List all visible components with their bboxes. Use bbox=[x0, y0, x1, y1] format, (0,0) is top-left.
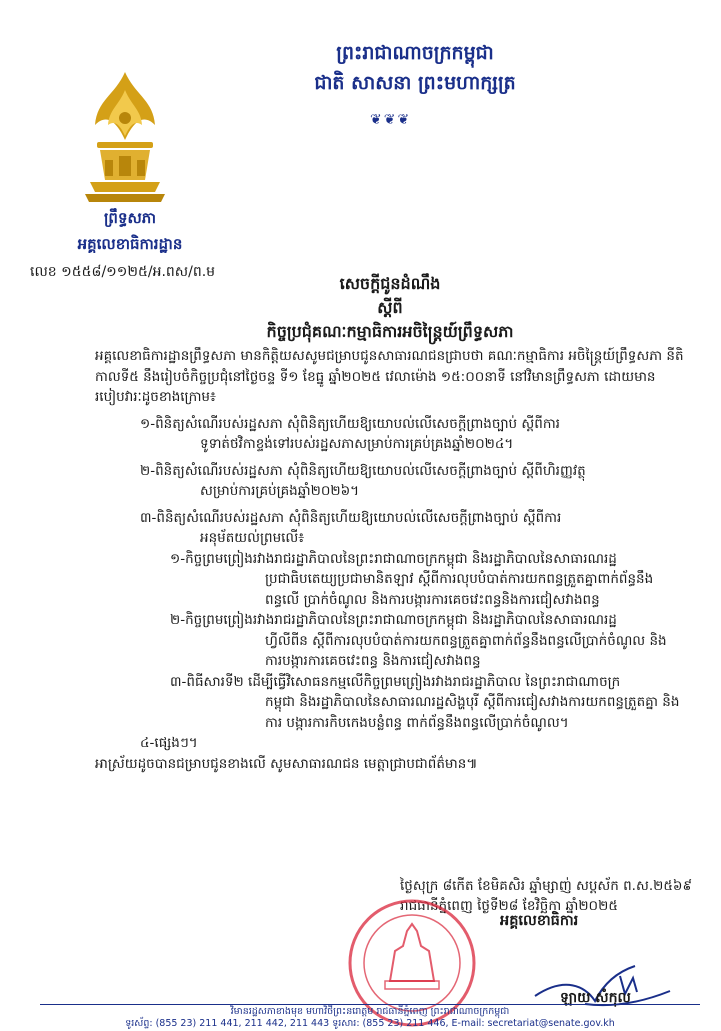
title-line2: ស្តីពី bbox=[377, 298, 403, 317]
lunar-date: ថ្ងៃសុក្រ ៨កើត ខែមិគសិរ ឆ្នាំម្សាញ់ សប្តស័ក ព.ស.២៥៦៩ bbox=[400, 878, 692, 894]
agenda-item-3 bbox=[95, 508, 685, 549]
agenda-item-2-cont: សម្រាប់ការគ្រប់គ្រងឆ្នាំ២០២៦។ bbox=[200, 483, 360, 499]
sub-item-1-text: ១-កិច្ចព្រមព្រៀងរវាងរាជរដ្ឋាភិបាលនៃព្រះរាជាណាចក្រកម្ពុជា និងរដ្ឋាភិបាលនៃសាធារណរដ្ឋ bbox=[170, 550, 617, 567]
kingdom-name: ព្រះរាជាណាចក្រកម្ពុជា bbox=[336, 42, 494, 64]
sub-item-2-cont: ហ្វីលីពីន ស្តីពីការលុបបំបាត់ការយកពន្ធត្រួតគ្នាពាក់ព័ន្ធនឹងពន្ធលើប្រាក់ចំណូល និង ការបង្ការការគេចវេះពន្ធ និងការជៀសវាងពន្ធ bbox=[265, 632, 667, 669]
sub-item-2-text: ២-កិច្ចព្រមព្រៀងរវាងរាជរដ្ឋាភិបាលនៃព្រះរាជាណាចក្រកម្ពុជា និងរដ្ឋាភិបាលនៃសាធារណរដ្ឋ bbox=[170, 612, 617, 628]
letterhead bbox=[250, 38, 580, 98]
title-line3: កិច្ចប្រជុំគណៈកម្មាធិការអចិន្ត្រៃយ៍ព្រឹទ្ធសភា bbox=[266, 322, 514, 341]
national-motto: ជាតិ សាសនា ព្រះមហាក្សត្រ bbox=[314, 72, 516, 94]
closing-paragraph: អាស្រ័យដូចបានជម្រាបជូនខាងលើ សូមសាធារណជន មេត្តាជ្រាបជាព័ត៌មាន៕ bbox=[95, 755, 478, 772]
agenda-item-2 bbox=[95, 461, 685, 502]
intro-paragraph: អគ្គលេខាធិការដ្ឋានព្រឹទ្ធសភា មានកិត្តិយសសូមជម្រាបជូនសាធារណជនជ្រាបថា គណៈកម្មាធិការ អចិន្ត្រៃយ៍ព្រឹទ្ធសភា នីតិកាលទី៥ នឹងរៀបចំកិច្ចប្រជុំនៅថ្ងៃចន្ទ ទី១ ខែធ្នូ ឆ្នាំ២០២៥ វេលាម៉ោង ១៥:០០នាទី នៅវិមានព្រឹទ្ធសភា ដោយមានរបៀបវារៈដូចខាងក្រោម៖ bbox=[95, 348, 684, 405]
document-title bbox=[180, 272, 600, 344]
agenda-item-4-text: ៤-ផ្សេងៗ។ bbox=[140, 735, 198, 751]
senate-emblem-logo bbox=[75, 70, 175, 205]
org-dept: អគ្គលេខាធិការដ្ឋាន bbox=[77, 235, 183, 253]
sub-item-1 bbox=[95, 549, 685, 611]
sub-item-3-cont: កម្ពុជា និងរដ្ឋាភិបាលនៃសាធារណរដ្ឋសិង្ហបុរី ស្តីពីការជៀសវាងការយកពន្ធត្រួតគ្នា និងការ បង្ការការកិបកេងបន្លំពន្ធ ពាក់ព័ន្ធនឹងពន្ធលើប្រាក់ចំណូល។ bbox=[265, 694, 680, 731]
agenda-item-3-cont: អនុម័តយល់ព្រមលើ៖ bbox=[200, 530, 305, 546]
signer-name: ឡាយ សំកុល bbox=[560, 990, 631, 1006]
sub-item-2 bbox=[95, 610, 685, 672]
agenda-item-3-text: ៣-ពិនិត្យសំណើរបស់រដ្ឋសភា សុំពិនិត្យហើយឱ្យយោបល់លើសេចក្តីព្រាងច្បាប់ ស្តីពីការ bbox=[140, 509, 562, 526]
org-name: ព្រឹទ្ធសភា bbox=[103, 209, 157, 227]
agenda-item-1-text: ១-ពិនិត្យសំណើរបស់រដ្ឋសភា សុំពិនិត្យហើយឱ្យយោបល់លើសេចក្តីព្រាងច្បាប់ ស្តីពីការ bbox=[140, 415, 560, 432]
agenda-item-4 bbox=[95, 733, 685, 754]
reference-number: លេខ ១៥៥៨/១១២៥/អ.ពស/ព.ម bbox=[30, 264, 216, 280]
ornament-divider: ❦❦❦ bbox=[370, 112, 412, 128]
sub-item-3 bbox=[95, 672, 685, 734]
sub-item-3-text: ៣-ពិធីសារទី២ ដើម្បីធ្វើវិសោធនកម្មលើកិច្ចព្រមព្រៀងរវាងរាជរដ្ឋាភិបាល នៃព្រះរាជាណាចក្រ bbox=[170, 673, 621, 690]
solar-date: រាជធានីភ្នំពេញ ថ្ងៃទី២៨ ខែវិច្ឆិកា ឆ្នាំ២០២៥ bbox=[400, 898, 618, 914]
footer-address: វិមានរដ្ឋសភាខាងមុខ មហាវិថីព្រះនរោត្តម រាជធានីភ្នំពេញ ព្រះរាជាណាចក្រកម្ពុជា bbox=[230, 1006, 510, 1017]
footer-contact: ទូរស័ព្ទ: (855 23) 211 441, 211 442, 211 443 ទូរសារ: (855 23) 211 446, E-mail: secretariat@senate.gov.kh bbox=[125, 1018, 615, 1029]
document-body bbox=[95, 346, 685, 774]
footer-divider bbox=[40, 1004, 700, 1005]
sub-item-1-cont: ប្រជាធិបតេយ្យប្រជាមានិតឡាវ ស្តីពីការលុបបំបាត់ការយកពន្ធត្រួតគ្នាពាក់ព័ន្ធនឹងពន្ធលើ ប្រាក់ចំណូល និងការបង្ការការគេចវេះពន្ធនិងការជៀសវាងពន្ធ bbox=[265, 571, 654, 608]
issuing-office bbox=[50, 205, 210, 257]
agenda-item-2-text: ២-ពិនិត្យសំណើរបស់រដ្ឋសភា សុំពិនិត្យហើយឱ្យយោបល់លើសេចក្តីព្រាងច្បាប់ ស្តីពីហិរញ្ញវត្ថុ bbox=[140, 462, 586, 479]
footer bbox=[40, 1006, 700, 1030]
agenda-item-1 bbox=[95, 414, 685, 455]
title-line1: សេចក្តីជូនដំណឹង bbox=[339, 274, 441, 293]
agenda-item-1-cont: ទូទាត់ថវិកាខ្ទង់ទៅរបស់រដ្ឋសភាសម្រាប់ការគ្រប់គ្រងឆ្នាំ២០២៤។ bbox=[200, 436, 514, 452]
signer-title: អគ្គលេខាធិការ bbox=[500, 913, 579, 929]
